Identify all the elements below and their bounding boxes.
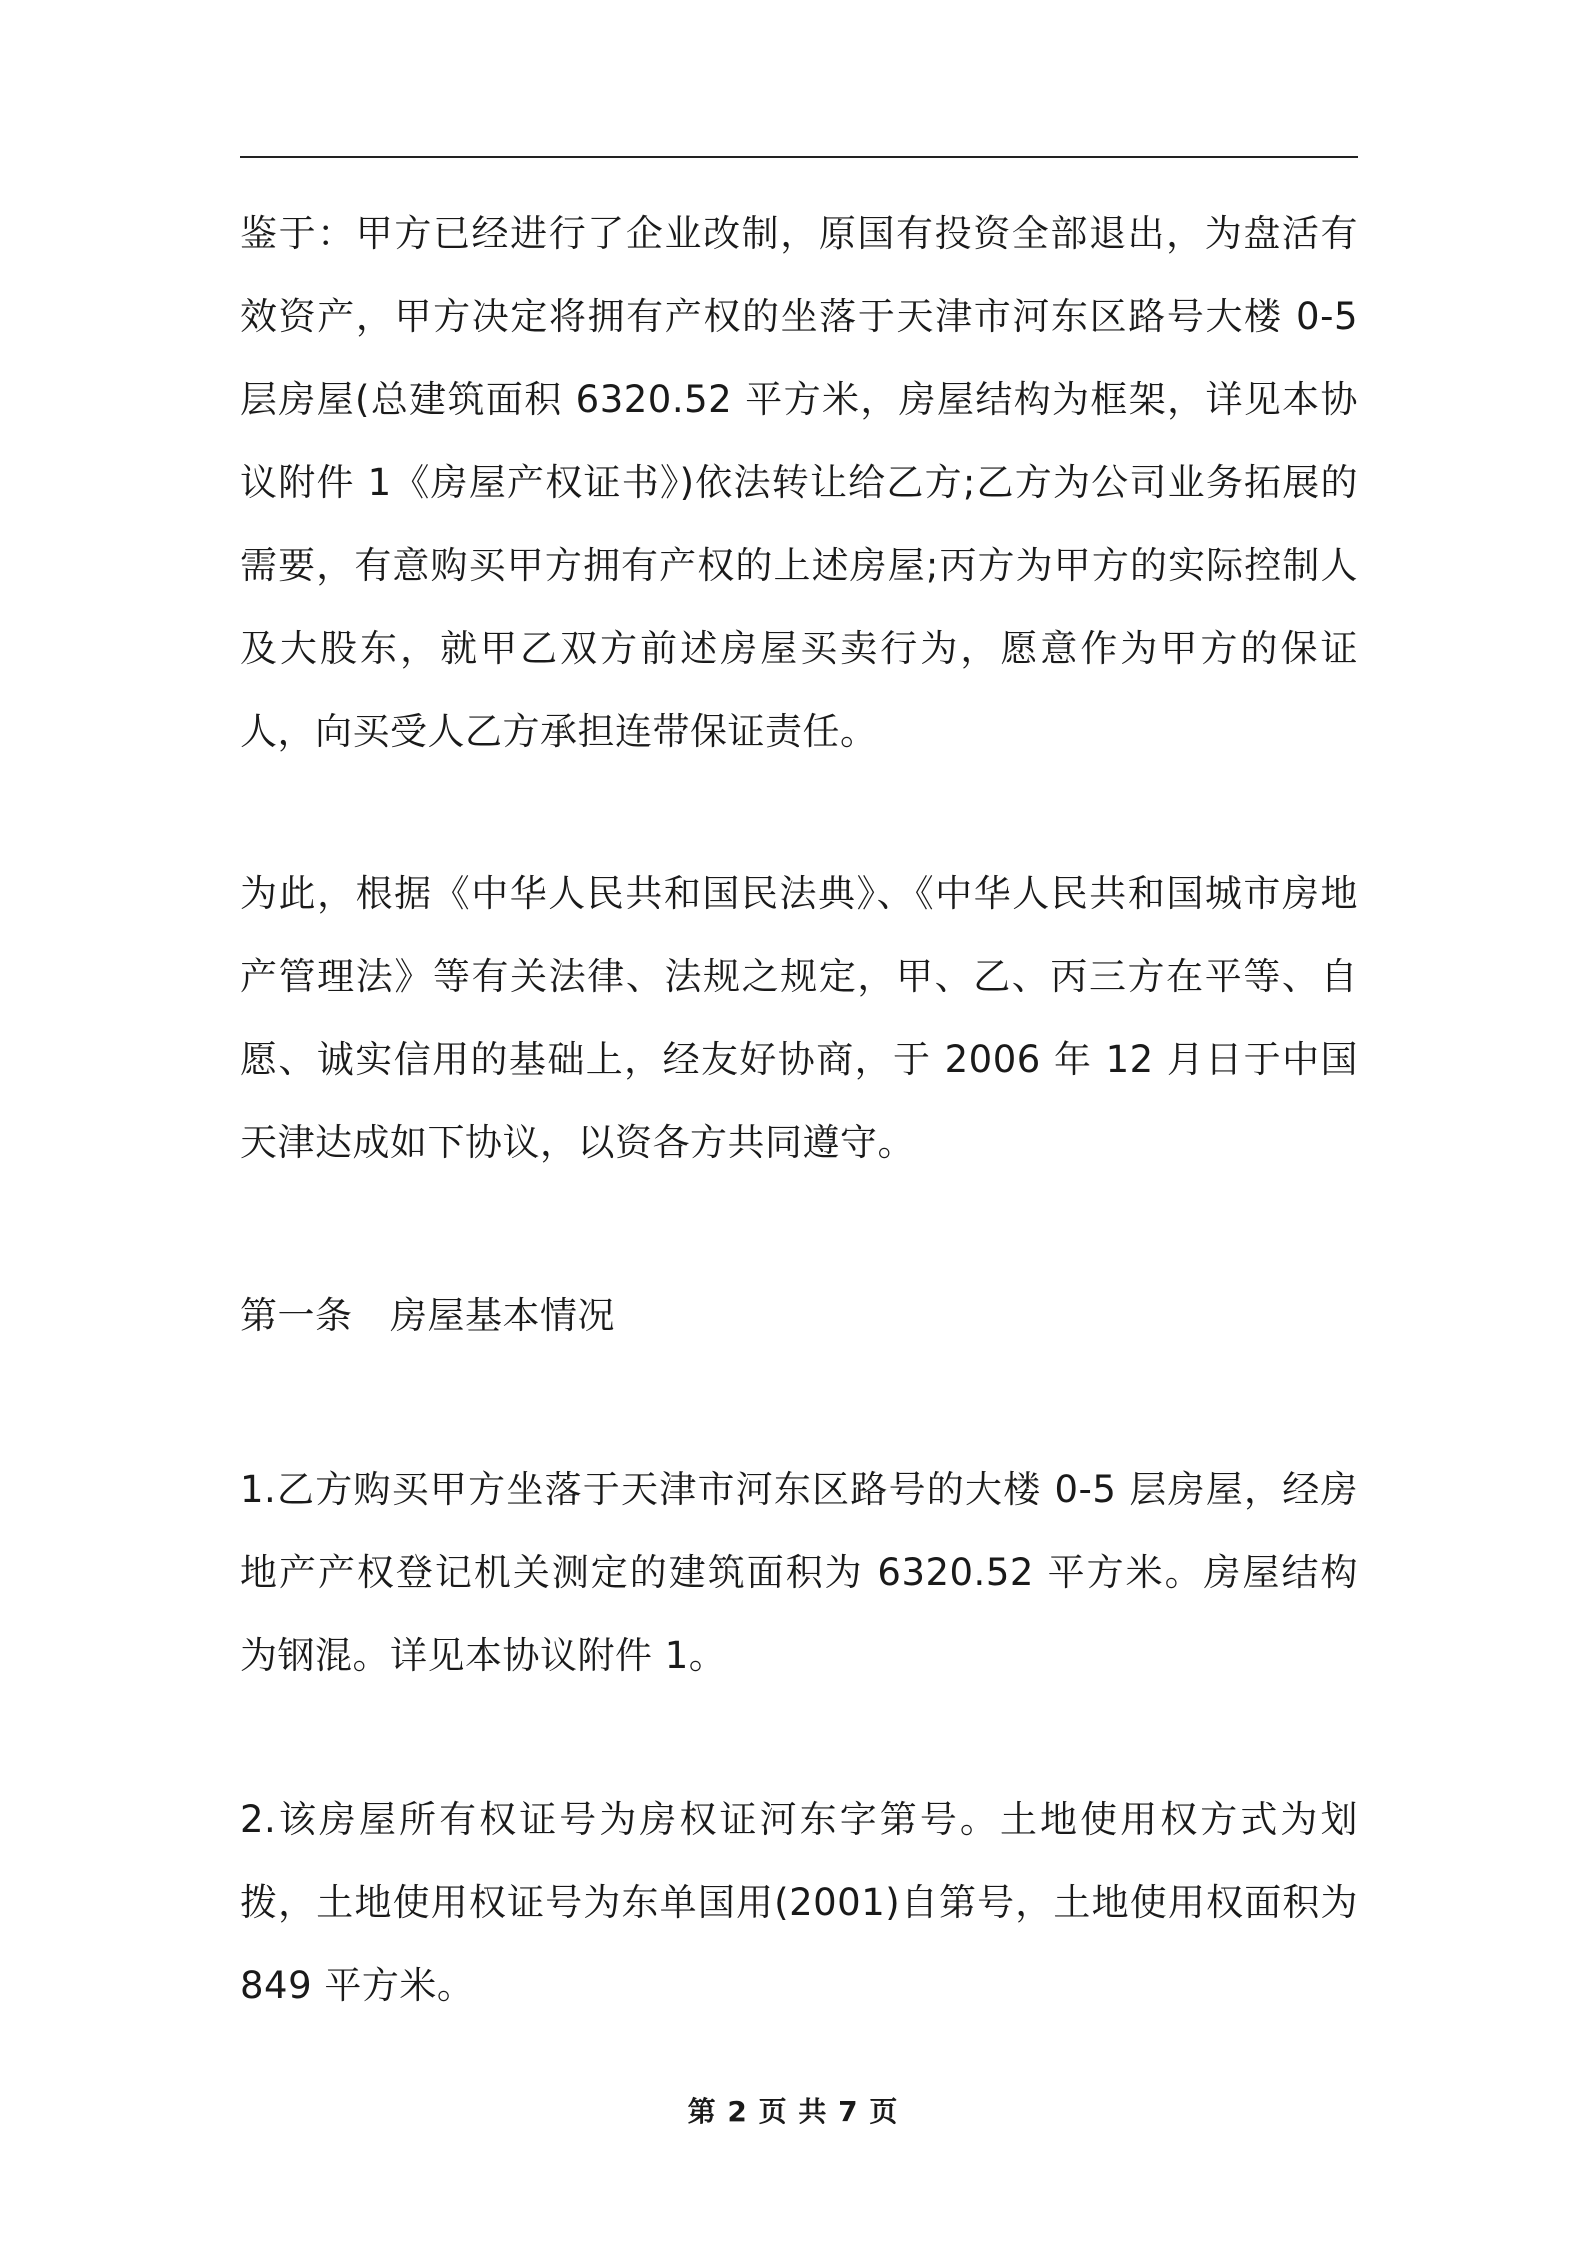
clause-1: 1.乙方购买甲方坐落于天津市河东区路号的大楼 0-5 层房屋，经房地产产权登记机关测定的建筑面积为 6320.52 平方米。房屋结构为钢混。详见本协议附件 1。 — [240, 1468, 1358, 1677]
header-divider — [240, 156, 1358, 158]
clause-2: 2.该房屋所有权证号为房权证河东字第号。土地使用权方式为划拨，土地使用权证号为东单国用(2001)自第号，土地使用权面积为 849 平方米。 — [240, 1798, 1358, 2007]
paragraph-legal-basis: 为此，根据《中华人民共和国民法典》、《中华人民共和国城市房地产管理法》等有关法律、法规之规定，甲、乙、丙三方在平等、自愿、诚实信用的基础上，经友好协商，于 2006 年 12 月日于中国天津达成如下协议，以资各方共同遵守。 — [240, 872, 1358, 1164]
article-heading: 第一条 房屋基本情况 — [240, 1294, 615, 1337]
page-number-footer: 第 2 页 共 7 页 — [687, 2095, 899, 2128]
paragraph-recitals: 鉴于：甲方已经进行了企业改制，原国有投资全部退出，为盘活有效资产，甲方决定将拥有产权的坐落于天津市河东区路号大楼 0-5 层房屋(总建筑面积 6320.52 平方米，房屋结构为框架，详见本协议附件 1《房屋产权证书》)依法转让给乙方;乙方为公司业务拓展的需要，有意购买甲方拥有产权的上述房屋;丙方为甲方的实际控制人及大股东，就甲乙双方前述房屋买卖行为，愿意作为甲方的保证人，向买受人乙方承担连带保证责任。 — [240, 212, 1358, 753]
